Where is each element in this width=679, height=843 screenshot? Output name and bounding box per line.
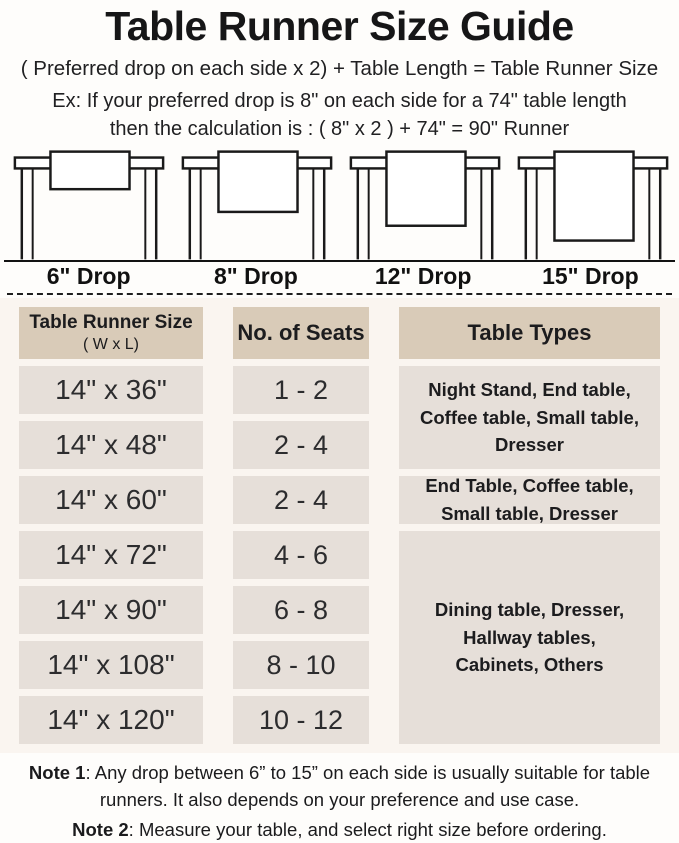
seats-cell-row1: 1 - 2 <box>233 366 369 414</box>
drop-label-12in: 12" Drop <box>374 263 472 289</box>
drop-label-8in: 8" Drop <box>214 263 298 289</box>
size-cell-row6: 14" x 108" <box>19 641 203 689</box>
size-cell-row4: 14" x 72" <box>19 531 203 579</box>
header-runner-size <box>19 307 203 359</box>
seats-cell-row6: 8 - 10 <box>233 641 369 689</box>
size-chart-grid <box>18 307 661 744</box>
note-1-label: Note 1 <box>28 762 86 783</box>
types-cell-group2: End Table, Coffee table, Small table, Dresser <box>399 476 660 524</box>
drop-label-6in: 6" Drop <box>46 263 131 289</box>
header-table-types: Table Types <box>399 307 660 359</box>
types-cell-group1: Night Stand, End table, Coffee table, Small table, Dresser <box>399 366 660 469</box>
formula-text: ( Preferred drop on each side x 2) + Table Length = Table Runner Size <box>20 57 659 80</box>
table-runner-illustration-15in <box>509 148 677 260</box>
table-runner-illustration-8in <box>173 148 341 260</box>
seats-cell-row7: 10 - 12 <box>233 696 369 744</box>
size-cell-row7: 14" x 120" <box>19 696 203 744</box>
table-runner-illustration-12in <box>341 148 509 260</box>
note-2 <box>20 817 659 843</box>
header-runner-size-title: Table Runner Size <box>29 312 193 333</box>
notes-section <box>0 760 679 843</box>
page-title: Table Runner Size Guide <box>105 3 574 49</box>
example-line-1: Ex: If your preferred drop is 8" on each side for a 74" table length <box>52 90 627 112</box>
seats-cell-row3: 2 - 4 <box>233 476 369 524</box>
note-1-text: : Any drop between 6” to 15” on each side is usually suitable for table runners. It also depends on your preference and use case. <box>85 762 651 810</box>
example-line-2: then the calculation is : ( 8" x 2 ) + 74" = 90" Runner <box>109 118 570 140</box>
seats-cell-row4: 4 - 6 <box>233 531 369 579</box>
seats-cell-row5: 6 - 8 <box>233 586 369 634</box>
drop-labels-row <box>0 262 679 291</box>
guide-header <box>0 0 679 141</box>
size-cell-row3: 14" x 60" <box>19 476 203 524</box>
header-runner-size-sub: ( W x L) <box>83 335 139 353</box>
header-seats: No. of Seats <box>233 307 369 359</box>
types-cell-group3: Dining table, Dresser, Hallway tables, Cabinets, Others <box>399 531 660 744</box>
size-cell-row1: 14" x 36" <box>19 366 203 414</box>
size-cell-row2: 14" x 48" <box>19 421 203 469</box>
note-2-text: : Measure your table, and select right size before ordering. <box>128 818 607 840</box>
note-2-label: Note 2 <box>72 818 129 840</box>
dashed-divider <box>7 293 672 295</box>
note-1 <box>20 760 659 814</box>
table-runner-illustration-6in <box>5 148 173 260</box>
seats-cell-row2: 2 - 4 <box>233 421 369 469</box>
size-cell-row5: 14" x 90" <box>19 586 203 634</box>
size-chart-section <box>0 298 679 753</box>
drop-label-15in: 15" Drop <box>542 263 639 289</box>
drop-illustrations-row <box>0 146 679 260</box>
